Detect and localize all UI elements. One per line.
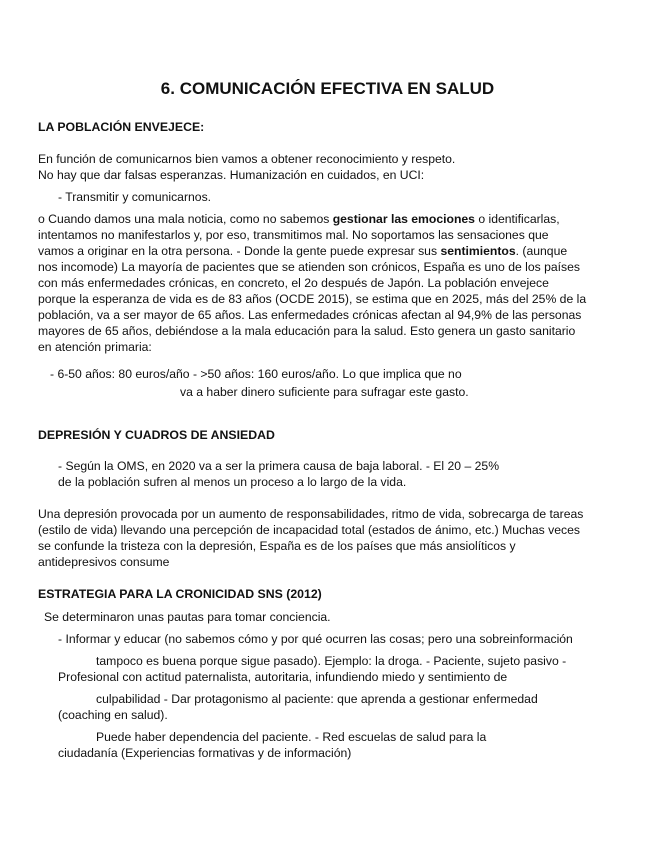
list-line: - Informar y educar (no sabemos cómo y por qué ocurren las cosas; pero una sobreinformación [58,632,573,646]
cost-line: - 6-50 años: 80 euros/año - >50 años: 160 euros/año. Lo que implica que no [50,367,462,381]
cost-line: va a haber dinero suficiente para sufragar este gasto. [180,385,469,399]
section-heading-poblacion: LA POBLACIÓN ENVEJECE: [38,120,205,134]
text-run: o identificarlas, [474,212,560,226]
document-title: 6. COMUNICACIÓN EFECTIVA EN SALUD [160,79,495,98]
list-line: Puede haber dependencia del paciente. - Red escuelas de salud para la [96,730,487,744]
list-line: ciudadanía (Experiencias formativas y de información) [58,746,352,760]
paragraph-line: Una depresión provocada por un aumento de responsabilidades, ritmo de vida, sobrecarga de tareas [38,507,584,521]
emphasis-text: sentimientos [440,244,516,258]
list-line: tampoco es buena porque sigue pasado). Ejemplo: la droga. - Paciente, sujeto pasivo - [96,654,567,668]
list-line: (coaching en salud). [58,708,168,722]
paragraph-line: mayores de 65 años, debiéndose a la mala educación para la salud. Esto genera un gasto sanitario [38,324,576,338]
paragraph-line [38,243,567,259]
text-run: vamos a originar en la otra persona. - Donde la gente puede expresar sus [38,244,441,258]
paragraph-line: porque la esperanza de vida es de 83 años (OCDE 2015), se estima que en 2025, más del 25% de la [38,292,587,306]
paragraph-line: Se determinaron unas pautas para tomar conciencia. [44,610,331,624]
paragraph-line: antidepresivos consume [38,555,170,569]
paragraph-line: No hay que dar falsas esperanzas. Humanización en cuidados, en UCI: [38,168,425,182]
paragraph-line: población, va a ser mayor de 65 años. Las enfermedades crónicas afectan al 94,9% de las personas [38,308,582,322]
bullet-line: - Transmitir y comunicarnos. [58,190,212,204]
section-heading-depresion: DEPRESIÓN Y CUADROS DE ANSIEDAD [38,428,275,442]
bullet-line: - Según la OMS, en 2020 va a ser la primera causa de baja laboral. - El 20 – 25% [58,459,500,473]
text-run: . (aunque [515,244,568,258]
paragraph-line [38,211,560,227]
paragraph-line: En función de comunicarnos bien vamos a obtener reconocimiento y respeto. [38,152,456,166]
paragraph-line: en atención primaria: [38,340,152,354]
paragraph-line: con más enfermedades crónicas, en concreto, el 2o después de Japón. La población envejece [38,276,549,290]
paragraph-line: se confunde la tristeza con la depresión, España es de los países que más ansiolíticos y [38,539,516,553]
paragraph-line: intentamos no manifestarlos y, por eso, transmitimos mal. No soportamos las sensaciones que [38,228,549,242]
paragraph-line: (estilo de vida) llevando una percepción de incapacidad total (estados de ánimo, etc.) Muchas veces [38,523,580,537]
list-line: Profesional con actitud paternalista, autoritaria, infundiendo miedo y sentimiento de [58,670,508,684]
text-run: o Cuando damos una mala noticia, como no sabemos [38,212,333,226]
list-line: culpabilidad - Dar protagonismo al paciente: que aprenda a gestionar enfermedad [96,692,538,706]
paragraph-line: nos incomode) La mayoría de pacientes que se atienden son crónicos, España es uno de los países [38,260,581,274]
section-heading-estrategia: ESTRATEGIA PARA LA CRONICIDAD SNS (2012) [38,587,322,601]
bullet-line: de la población sufren al menos un proceso a lo largo de la vida. [58,475,407,489]
emphasis-text: gestionar las emociones [332,212,475,226]
